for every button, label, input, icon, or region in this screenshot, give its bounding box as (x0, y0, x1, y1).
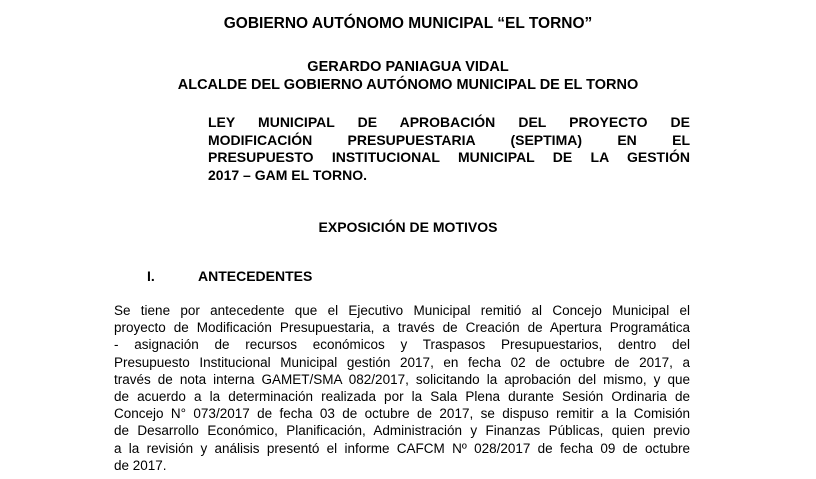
section-number: I. (147, 268, 155, 284)
law-title-line: LEY MUNICIPAL DE APROBACIÓN DEL PROYECTO DE (208, 114, 690, 130)
paragraph-line: Presupuesto Institucional Municipal gestión 2017, en fecha 02 de octubre de 2017, a (114, 354, 690, 370)
paragraph-line: a la revisión y análisis presentó el informe CAFCM Nº 028/2017 de fecha 09 de octubre (114, 440, 690, 456)
paragraph-line: de Desarrollo Económico, Planificación, Administración y Finanzas Públicas, quien previo (114, 423, 690, 439)
paragraph-line: de 2017. (114, 457, 167, 473)
section-title: ANTECEDENTES (198, 268, 313, 284)
document-title: GOBIERNO AUTÓNOMO MUNICIPAL “EL TORNO” (223, 15, 593, 32)
paragraph-line: proyecto de Modificación Presupuestaria, a través de Creación de Apertura Programática (114, 320, 690, 336)
motivos-heading: EXPOSICIÓN DE MOTIVOS (318, 219, 498, 235)
paragraph-line: de acuerdo a la determinación realizada por la Sala Plena durante Sesión Ordinaria de (114, 389, 690, 405)
law-title-line: 2017 – GAM EL TORNO. (208, 166, 367, 183)
paragraph-line: - asignación de recursos económicos y Traspasos Presupuestarios, dentro del (114, 337, 690, 353)
law-title (208, 114, 690, 184)
law-title-line: PRESUPUESTO INSTITUCIONAL MUNICIPAL DE LA GESTIÓN (208, 149, 690, 165)
law-title-line: MODIFICACIÓN PRESUPUESTARIA (SEPTIMA) EN EL (208, 131, 690, 148)
mayor-name: GERARDO PANIAGUA VIDAL (307, 59, 509, 75)
paragraph-line: Se tiene por antecedente que el Ejecutivo Municipal remitió al Concejo Municipal el (114, 303, 690, 318)
section-heading (147, 268, 312, 284)
antecedentes-paragraph (114, 302, 690, 474)
paragraph-line: través de nota interna GAMET/SMA 082/2017, solicitando la aprobación del mismo, y que (114, 371, 690, 387)
paragraph-line: Concejo N° 073/2017 de fecha 03 de octubre de 2017, se dispuso remitir a la Comisión (114, 406, 690, 422)
mayor-role: ALCALDE DEL GOBIERNO AUTÓNOMO MUNICIPAL DE EL TORNO (177, 77, 639, 93)
